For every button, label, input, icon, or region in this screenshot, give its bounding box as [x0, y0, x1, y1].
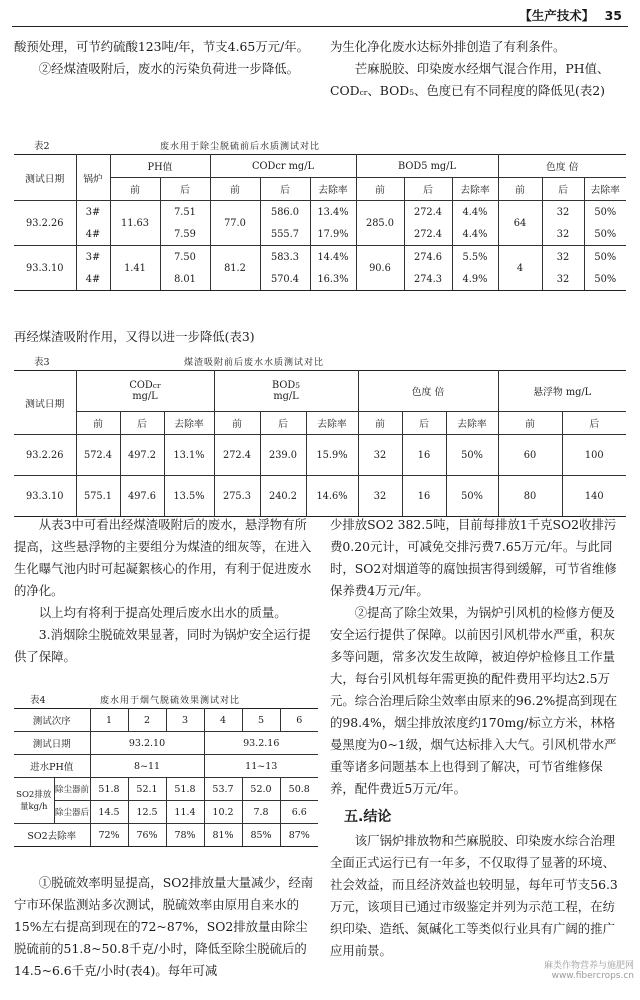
cell: 4 [498, 246, 542, 291]
cell: 60 [498, 435, 562, 476]
cell: 78% [166, 824, 204, 847]
header-rate: 去除率 [584, 178, 626, 201]
row-header: SO2排放量kg/h [14, 778, 54, 824]
cell: 3# [76, 246, 110, 269]
header-before: 前 [498, 178, 542, 201]
cell: 3 [166, 709, 204, 732]
cell: 80 [498, 476, 562, 517]
header-rate: 去除率 [306, 412, 358, 435]
paragraph: 少排放SO2 382.5吨，目前每排放1千克SO2收排污费0.20元计，可减免交排污费7.65万元/年。与此同时，SO2对烟道等的腐蚀损害得到缓解，可节省维修保养费4万元/年。 [330, 517, 617, 598]
section-heading: 五.结论 [344, 809, 392, 825]
cell: 93.2.26 [14, 201, 76, 246]
paragraph: 从表3中可看出经煤渣吸附后的废水，悬浮物有所提高，这些悬浮物的主要组分为煤渣的细灰等，在进入生化曝气池内时可起凝絮核心的作用，有利于促进废水的净化。 [14, 517, 312, 598]
text-run: 、色度已有不同程度的降低见(表2) [413, 83, 606, 98]
cell: 586.0 [260, 201, 310, 224]
cell: 32 [542, 201, 584, 224]
cell: 11~13 [204, 755, 318, 778]
table-row [14, 824, 318, 847]
paragraph: 芒麻脱胶、印染废水经烟气混合作用，PH值、CODcr、BOD5、色度已有不同程度的降低见(表2) [330, 61, 610, 98]
header-ph: PH值 [110, 155, 210, 178]
cell: 8.01 [160, 268, 210, 291]
cell: 52.1 [128, 778, 166, 801]
header-rate: 去除率 [310, 178, 356, 201]
cell: 497.2 [120, 435, 164, 476]
cell: 87% [280, 824, 318, 847]
cell: 5.5% [452, 246, 498, 269]
header-cod: CODcr mg/L [210, 155, 356, 178]
paragraph: 以上均有将利于提高处理后废水出水的质量。 [38, 605, 287, 620]
header-after: 后 [404, 178, 452, 201]
cell: 93.3.10 [14, 476, 76, 517]
header-after: 后 [260, 178, 310, 201]
cell: 51.8 [90, 778, 128, 801]
cell: 16 [402, 435, 446, 476]
cell: 53.7 [204, 778, 242, 801]
text-run: 芒麻脱胶、印染废水经烟气混合作用，PH值、COD [330, 61, 610, 98]
table4-title: 废水用于烟气脱硫效果测试对比 [100, 696, 241, 706]
cell: 7.59 [160, 223, 210, 246]
table2-title: 废水用于除尘脱硫前后水质测试对比 [160, 142, 321, 152]
page-number: 35 [604, 8, 622, 23]
cell: 50.8 [280, 778, 318, 801]
top-right-text [330, 36, 626, 104]
cell: 13.4% [310, 201, 356, 224]
cell: 32 [358, 476, 402, 517]
cell: 5 [242, 709, 280, 732]
paragraph: ①脱硫效率明显提高，SO2排放量大量减少，经南宁市环保监测站多次测试，脱硫效率由原用自来水的15%左右提高到现在的72~87%，SO2排放量由除尘脱硫前的51.8~50.8千克/小时，降低至除尘脱硫后的14.5~6.6千克/小时(表4)。每年可减 [14, 875, 314, 978]
cell: 11.63 [110, 201, 160, 246]
text-run: 、BOD [367, 83, 410, 98]
watermark: 麻类作物营养与施肥网 www.fibercrops.cn [543, 961, 634, 981]
cell: 32 [358, 435, 402, 476]
cell: 81.2 [210, 246, 260, 291]
cell: 93.2.26 [14, 435, 76, 476]
cell: 16.3% [310, 268, 356, 291]
cell: 50% [446, 435, 498, 476]
cell: 8~11 [90, 755, 204, 778]
paragraph: 再经煤渣吸附作用，又得以进一步降低(表3) [14, 329, 255, 344]
cell: 7.50 [160, 246, 210, 269]
cell: 51.8 [166, 778, 204, 801]
paragraph: 为生化净化废水达标外排创造了有利条件。 [330, 39, 566, 54]
header-after: 后 [120, 412, 164, 435]
cell: 81% [204, 824, 242, 847]
cell: 274.3 [404, 268, 452, 291]
cell: 2 [128, 709, 166, 732]
header-before: 前 [498, 412, 562, 435]
header-after: 后 [562, 412, 626, 435]
table4-label: 表4 [30, 695, 46, 706]
cell: 32 [542, 268, 584, 291]
cell: 272.4 [404, 223, 452, 246]
table-row [14, 201, 626, 224]
cell: 16 [402, 476, 446, 517]
header-after: 后 [542, 178, 584, 201]
header-before: 前 [210, 178, 260, 201]
table3-label: 表3 [34, 357, 50, 368]
cell: 50% [584, 201, 626, 224]
header-boiler: 锅炉 [76, 155, 110, 201]
cell: 93.2.10 [90, 732, 204, 755]
cell: 140 [562, 476, 626, 517]
cell: 272.4 [214, 435, 260, 476]
cell: 239.0 [260, 435, 306, 476]
cell: 76% [128, 824, 166, 847]
header-bod: BOD5 mg/L [356, 155, 498, 178]
header-cod: CODcr mg/L [76, 371, 214, 412]
section-label: 【生产技术】 [519, 8, 595, 23]
row-header: SO2去除率 [14, 824, 90, 847]
table3-title: 煤渣吸附前后废水水质测试对比 [184, 358, 325, 368]
table-row [14, 755, 318, 778]
header-before: 前 [358, 412, 402, 435]
cell: 7.51 [160, 201, 210, 224]
table2-label: 表2 [34, 141, 50, 152]
cell: 275.3 [214, 476, 260, 517]
header-after: 后 [402, 412, 446, 435]
row-header: 测试日期 [14, 732, 90, 755]
left-body-text [14, 514, 314, 668]
cell: 4.4% [452, 201, 498, 224]
cell: 572.4 [76, 435, 120, 476]
paragraph: 3.消烟除尘脱硫效果显著，同时为锅炉安全运行提供了保障。 [14, 627, 311, 664]
paragraph: ②经煤渣吸附后，废水的污染负荷进一步降低。 [38, 61, 299, 76]
table-row [14, 801, 318, 824]
cell: 4# [76, 268, 110, 291]
header-ss: 悬浮物 mg/L [498, 371, 626, 412]
header-before: 前 [214, 412, 260, 435]
cell: 90.6 [356, 246, 404, 291]
header-date: 测试日期 [14, 371, 76, 435]
cell: 13.5% [164, 476, 214, 517]
header-rate: 去除率 [164, 412, 214, 435]
paragraph: 该厂锅炉排放物和苎麻脱胶、印染废水综合治理全面正式运行已有一年多，不仅取得了显著的环境、社会效益，而且经济效益也较明显，每年可节支56.3万元，该项目已通过市级鉴定并列为示范工程，在纺织印染、造纸、氮碱化工等类似行业具有广阔的推广应用前景。 [330, 833, 618, 958]
sub-header: 除尘器前 [54, 778, 90, 801]
cell: 93.2.16 [204, 732, 318, 755]
cell: 72% [90, 824, 128, 847]
cell: 14.4% [310, 246, 356, 269]
header-after: 后 [160, 178, 210, 201]
table3 [14, 370, 626, 517]
cell: 12.5 [128, 801, 166, 824]
right-body-text [330, 514, 626, 962]
cell: 4.4% [452, 223, 498, 246]
cell: 575.1 [76, 476, 120, 517]
cell: 100 [562, 435, 626, 476]
cell: 497.6 [120, 476, 164, 517]
cell: 4 [204, 709, 242, 732]
table-row [14, 709, 318, 732]
cell: 6 [280, 709, 318, 732]
header-after: 后 [260, 412, 306, 435]
header-rate: 去除率 [446, 412, 498, 435]
cell: 4.9% [452, 268, 498, 291]
header-bod: BOD5 mg/L [214, 371, 358, 412]
row-header: 测试次序 [14, 709, 90, 732]
table2 [14, 154, 626, 291]
cell: 272.4 [404, 201, 452, 224]
cell: 7.8 [242, 801, 280, 824]
cell: 4# [76, 223, 110, 246]
header-rule [12, 26, 628, 27]
table4 [14, 708, 318, 847]
header-before: 前 [356, 178, 404, 201]
paragraph: ②提高了除尘效果，为锅炉引风机的检修方便及安全运行提供了保障。以前因引风机带水严重，积灰多等问题，常多次发生故障，被迫停炉检修且工作量大，每台引风机每年需更换的配件费用平均达2.5万元。综合治理后除尘效率由原来的96.2%提高到现在的98.4%，烟尘排放浓度约170mg/标立方米，林格曼黑度为0~1级，烟气达标排入大气。引风机带水严重等诸多问题基本上也得到了解决，可节省维修保养，配件费近5万元/年。 [330, 605, 618, 796]
sub-header: 除尘器后 [54, 801, 90, 824]
cell: 1 [90, 709, 128, 732]
cell: 583.3 [260, 246, 310, 269]
table-row [14, 246, 626, 269]
paragraph: 酸预处理，可节约硫酸123吨/年，节支4.65万元/年。 [14, 39, 310, 54]
cell: 77.0 [210, 201, 260, 246]
table-row [14, 732, 318, 755]
cell: 285.0 [356, 201, 404, 246]
cell: 85% [242, 824, 280, 847]
cell: 555.7 [260, 223, 310, 246]
row-header: 进水PH值 [14, 755, 90, 778]
cell: 32 [542, 246, 584, 269]
cell: 93.3.10 [14, 246, 76, 291]
cell: 6.6 [280, 801, 318, 824]
header-rate: 去除率 [452, 178, 498, 201]
table-row [14, 476, 626, 517]
cell: 50% [584, 246, 626, 269]
cell: 14.5 [90, 801, 128, 824]
cell: 274.6 [404, 246, 452, 269]
cell: 11.4 [166, 801, 204, 824]
table-row [14, 435, 626, 476]
top-left-text [14, 36, 314, 80]
header-before: 前 [110, 178, 160, 201]
cell: 14.6% [306, 476, 358, 517]
page-header [519, 6, 622, 24]
cell: 10.2 [204, 801, 242, 824]
cell: 240.2 [260, 476, 306, 517]
header-color: 色度 倍 [358, 371, 498, 412]
cell: 64 [498, 201, 542, 246]
header-before: 前 [76, 412, 120, 435]
cell: 50% [584, 268, 626, 291]
cell: 13.1% [164, 435, 214, 476]
header-color: 色度 倍 [498, 155, 626, 178]
cell: 570.4 [260, 268, 310, 291]
cell: 52.0 [242, 778, 280, 801]
cell: 17.9% [310, 223, 356, 246]
table-row [14, 778, 318, 801]
cell: 3# [76, 201, 110, 224]
cell: 50% [446, 476, 498, 517]
cell: 15.9% [306, 435, 358, 476]
header-date: 测试日期 [14, 155, 76, 201]
cell: 32 [542, 223, 584, 246]
cell: 1.41 [110, 246, 160, 291]
cell: 50% [584, 223, 626, 246]
